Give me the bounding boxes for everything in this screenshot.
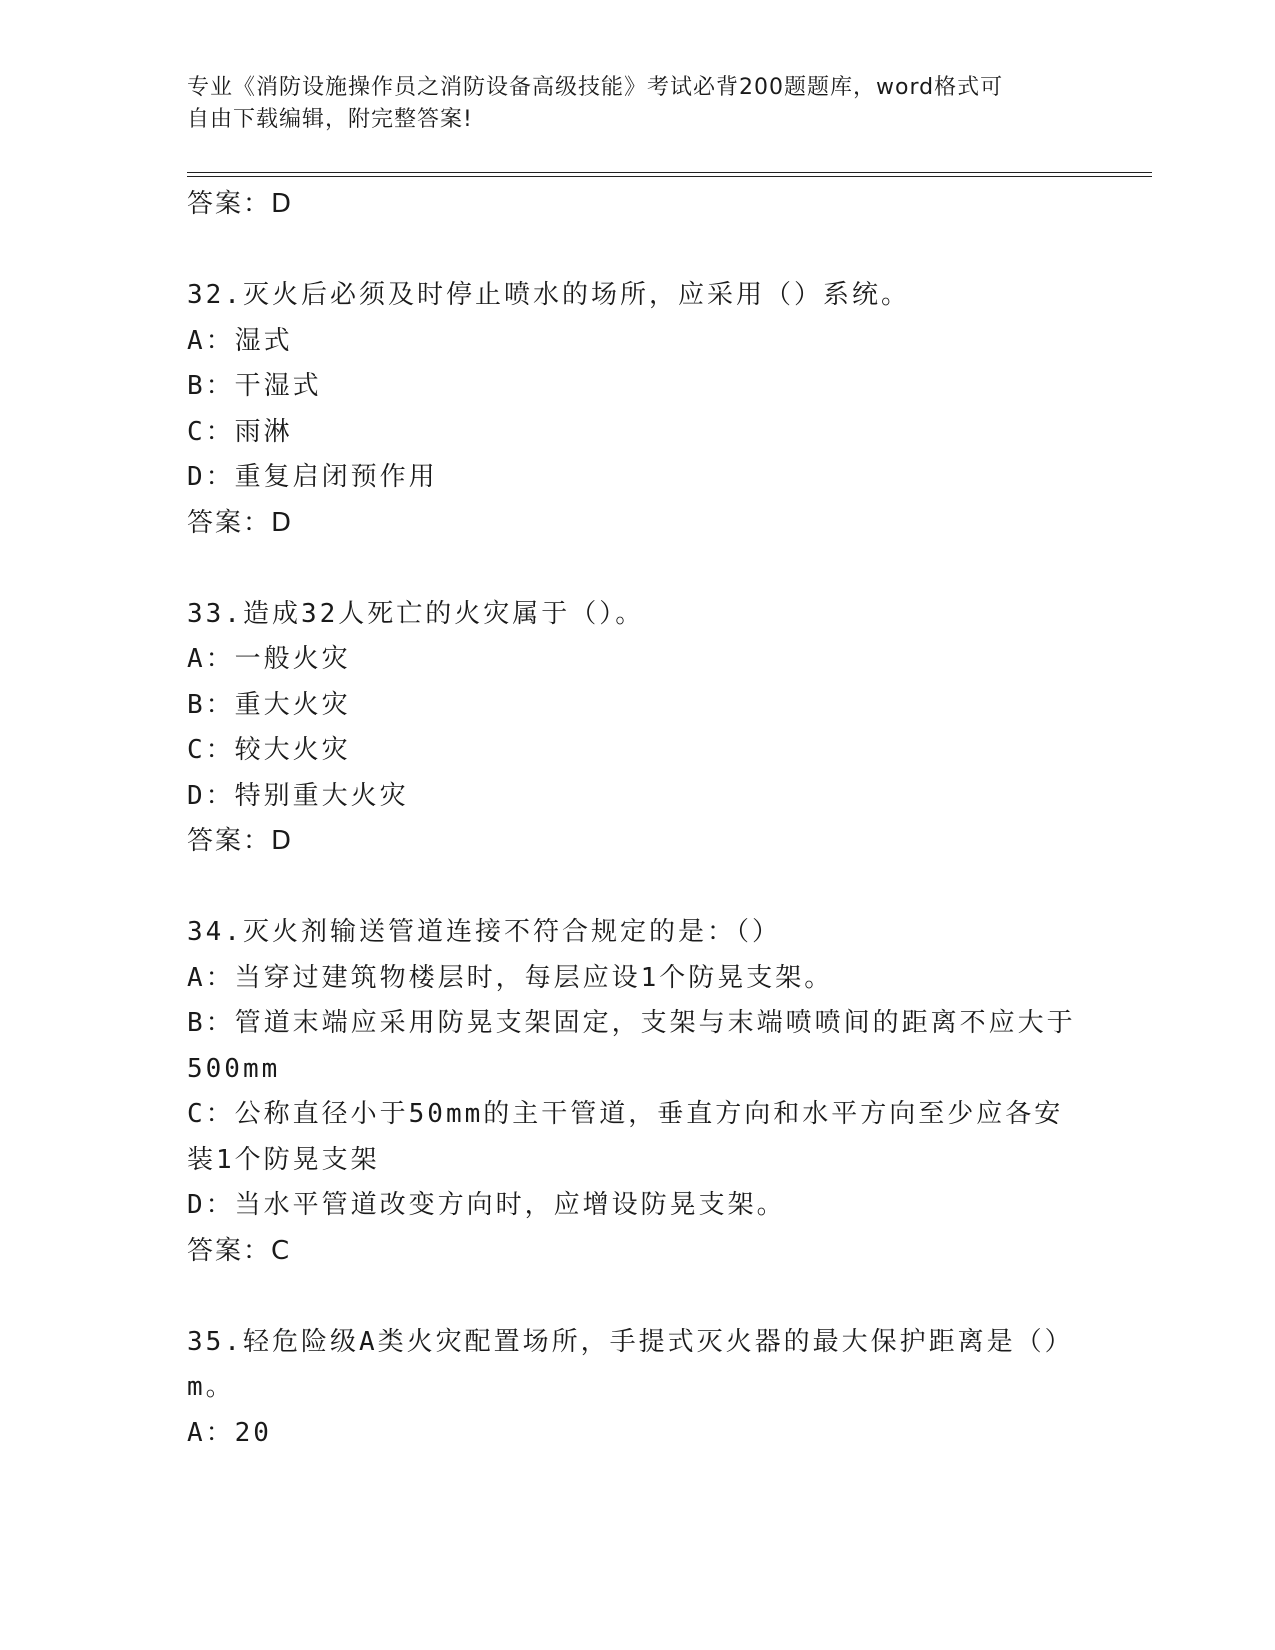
answer-key: 答案：C <box>187 1235 292 1266</box>
question-text: 35.轻危险级A类火灾配置场所，手提式灭火器的最大保护距离是（） <box>187 1326 1074 1357</box>
question-text: 34.灭火剂输送管道连接不符合规定的是：（） <box>187 917 781 947</box>
question-block <box>187 1274 1087 1456</box>
document-header <box>187 72 1067 136</box>
answer-option: D：重复启闭预作用 <box>187 462 438 492</box>
answer-option: D：特别重大火灾 <box>187 780 409 811</box>
question-text: m。 <box>187 1372 235 1402</box>
question-list <box>187 182 1087 1456</box>
question-block <box>187 228 1087 547</box>
question-block <box>187 865 1087 1275</box>
block-spacer <box>187 1274 1087 1320</box>
question-block <box>187 182 1087 228</box>
answer-option: A：20 <box>187 1417 272 1448</box>
block-spacer <box>187 546 1087 592</box>
answer-option: A：当穿过建筑物楼层时，每层应设1个防晃支架。 <box>187 962 834 993</box>
question-block <box>187 546 1087 865</box>
answer-option: 500mm <box>187 1053 281 1084</box>
answer-option: 装1个防晃支架 <box>187 1144 380 1175</box>
answer-option: B：干湿式 <box>187 371 322 401</box>
answer-option: B：管道末端应采用防晃支架固定，支架与末端喷喷间的距离不应大于 <box>187 1008 1076 1038</box>
header-rule-top <box>187 172 1152 173</box>
answer-option: A：一般火灾 <box>187 644 351 674</box>
answer-option: C：公称直径小于50mm的主干管道，垂直方向和水平方向至少应各安 <box>187 1099 1064 1129</box>
answer-option: B：重大火灾 <box>187 689 351 720</box>
block-spacer <box>187 865 1087 911</box>
header-rule-bottom <box>187 176 1152 177</box>
answer-key: 答案：D <box>187 189 294 219</box>
question-text: 32.灭火后必须及时停止喷水的场所，应采用（）系统。 <box>187 280 910 310</box>
header-line-2: 自由下载编辑，附完整答案! <box>187 107 473 132</box>
answer-option: D：当水平管道改变方向时，应增设防晃支架。 <box>187 1190 786 1220</box>
answer-option: C：雨淋 <box>187 416 293 447</box>
answer-option: A：湿式 <box>187 325 293 356</box>
question-text: 33.造成32人死亡的火灾属于（）。 <box>187 598 645 629</box>
answer-key: 答案：D <box>187 826 294 856</box>
header-line-1: 专业《消防设施操作员之消防设备高级技能》考试必背200题题库，word格式可 <box>187 75 1004 100</box>
block-spacer <box>187 228 1087 274</box>
answer-option: C：较大火灾 <box>187 735 351 765</box>
answer-key: 答案：D <box>187 507 294 538</box>
